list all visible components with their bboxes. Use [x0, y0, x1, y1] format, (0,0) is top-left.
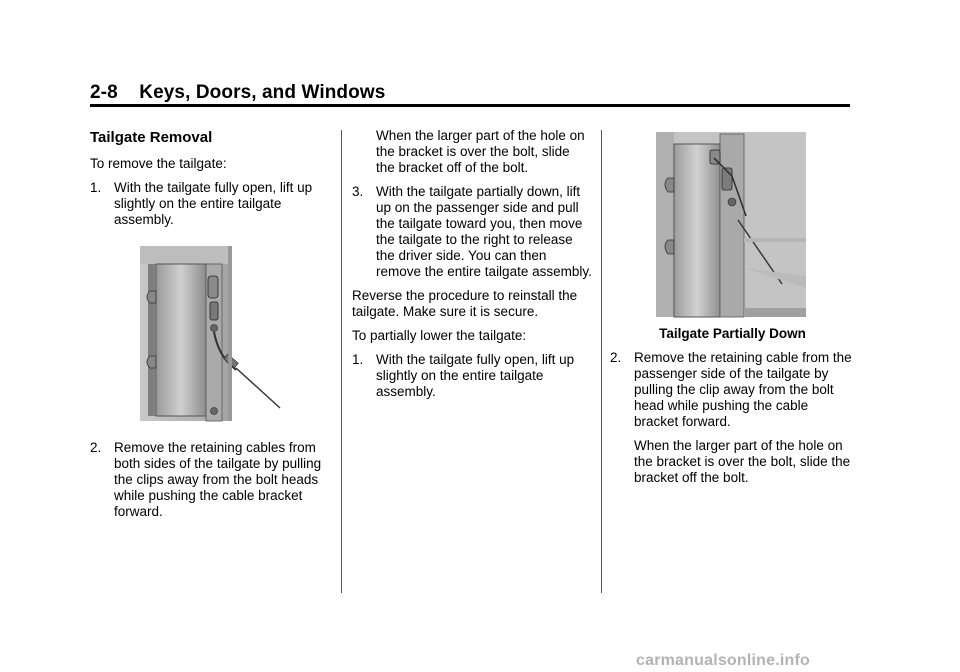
step-number: 2.	[610, 350, 622, 365]
step-item	[352, 184, 592, 280]
section-title: Tailgate Removal	[90, 129, 213, 146]
tailgate-partially-down-illustration	[610, 128, 855, 318]
step-text: Remove the retaining cables from both sides of the tailgate by pulling the clips away from the bolt heads while pushing the cable bracket forward.	[114, 440, 322, 519]
step-number: 2.	[90, 440, 102, 455]
page-header	[90, 82, 850, 104]
figure-caption: Tailgate Partially Down	[659, 326, 806, 341]
step-text: With the tailgate fully open, lift up slightly on the entire tailgate assembly.	[376, 352, 575, 399]
step-text: Remove the retaining cable from the passenger side of the tailgate by pulling the clip away from the bolt head while pushing the cable bracket forward.	[634, 350, 852, 429]
page-title: 2-8 Keys, Doors, and Windows	[90, 82, 386, 103]
header-rule	[90, 104, 850, 107]
step-item	[610, 350, 855, 430]
step-text: With the tailgate fully open, lift up slightly on the entire tailgate assembly.	[114, 180, 313, 227]
step-number: 1.	[90, 180, 102, 195]
reverse-text: Reverse the procedure to reinstall the tailgate. Make sure it is secure.	[352, 288, 578, 319]
lower-intro-text: To partially lower the tailgate:	[352, 328, 527, 343]
tailgate-open-illustration	[90, 236, 335, 426]
column-3	[610, 128, 855, 494]
step-item	[352, 352, 592, 400]
step-number: 3.	[352, 184, 364, 199]
step-number: 1.	[352, 352, 364, 367]
intro-text: To remove the tailgate:	[90, 156, 227, 171]
column-divider-2	[601, 130, 602, 593]
step-item	[90, 180, 335, 228]
continuation-text: When the larger part of the hole on the bracket is over the bolt, slide the bracket off the bolt.	[634, 438, 851, 485]
column-divider-1	[341, 130, 342, 593]
watermark-text: carmanualsonline.info	[636, 652, 811, 669]
continuation-text: When the larger part of the hole on the bracket is over the bolt, slide the bracket off of the bolt.	[376, 128, 585, 175]
column-2	[352, 128, 592, 408]
column-1	[90, 128, 335, 528]
step-item	[90, 440, 335, 520]
step-text: With the tailgate partially down, lift up on the passenger side and pull the tailgate toward you, then move the tailgate to the right to release the driver side. You can then remove the entire tailgate assembly.	[376, 184, 592, 279]
